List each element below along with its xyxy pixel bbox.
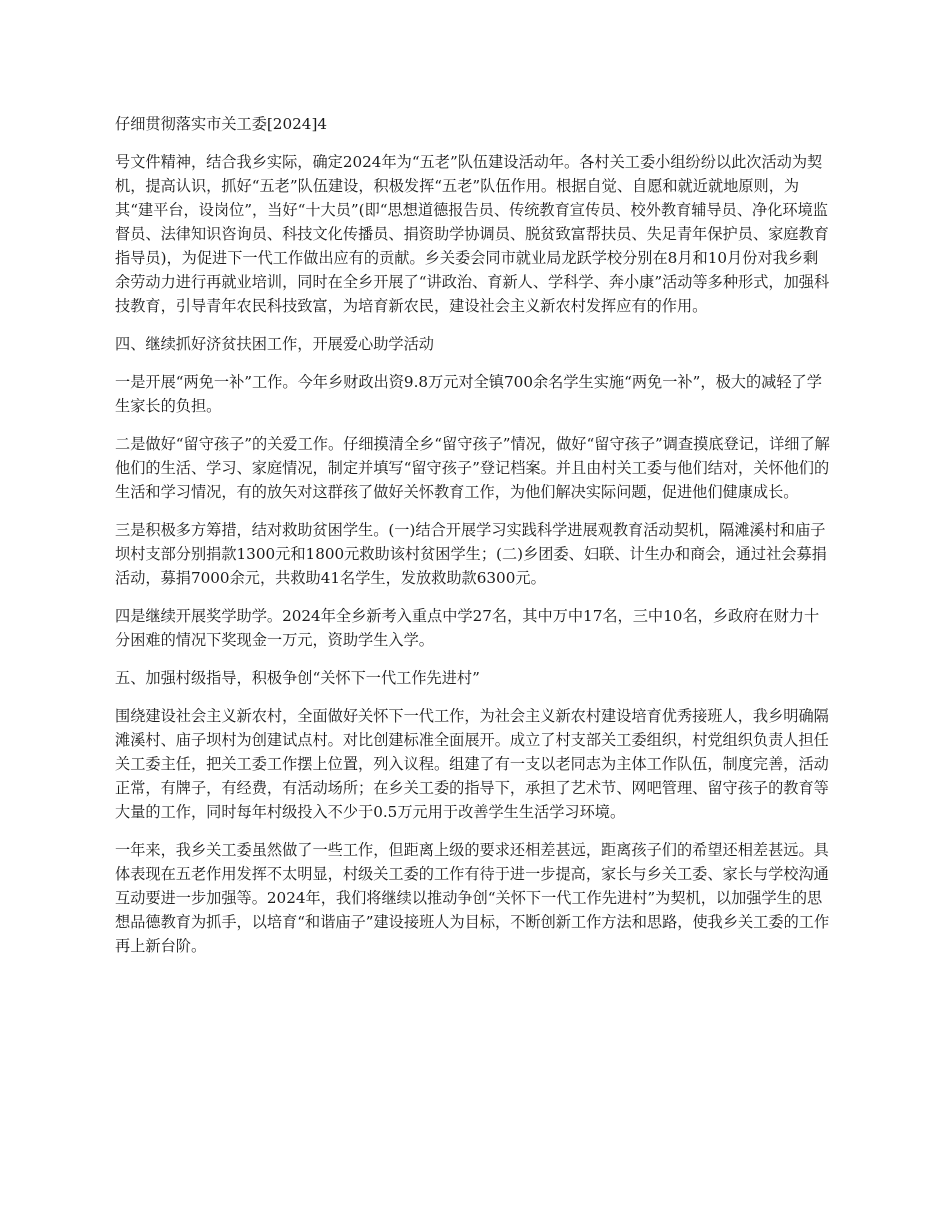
paragraph-5: 三是积极多方筹措，结对救助贫困学生。(一)结合开展学习实践科学进展观教育活动契机，隔滩溪村和庙子坝村支部分别捐款1300元和1800元救助该村贫困学生；(二)乡团委、妇联、计生办和商会，通过社会募捐活动，募捐7000余元，共救助41名学生，发放救助款6300元。 xyxy=(115,521,827,587)
section-heading-5: 五、加强村级指导，积极争创“关怀下一代工作先进村” xyxy=(115,669,480,687)
paragraph-7: 围绕建设社会主义新农村，全面做好关怀下一代工作，为社会主义新农村建设培育优秀接班人，我乡明确隔滩溪村、庙子坝村为创建试点村。对比创建标准全面展开。成立了村支部关工委组织，村党组织负责人担任关工委主任，把关工委工作摆上位置，列入议程。组建了有一支以老同志为主体工作队伍，制度完善，活动正常，有牌子，有经费，有活动场所；在乡关工委的指导下，承担了艺术节、网吧管理、留守孩子的教育等大量的工作，同时每年村级投入不少于0.5万元用于改善学生生活学习环境。 xyxy=(115,707,829,821)
paragraph-2: 号文件精神，结合我乡实际，确定2024年为“五老”队伍建设活动年。各村关工委小组纷纷以此次活动为契机，提高认识，抓好“五老”队伍建设，积极发挥“五老”队伍作用。根据自觉、自愿和就近就地原则，为其“建平台，设岗位”，当好“十大员”(即“思想道德报告员、传统教育宣传员、校外教育辅导员、净化环境监督员、法律知识咨询员、科技文化传播员、捐资助学协调员、脱贫致富帮扶员、失足青年保护员、家庭教育指导员)，为促进下一代工作做出应有的贡献。乡关委会同市就业局龙跃学校分别在8月和10月份对我乡剩余劳动力进行再就业培训，同时在全乡开展了“讲政治、育新人、学科学、奔小康”活动等多种形式，加强科技教育，引导青年农民科技致富，为培育新农民，建设社会主义新农村发挥应有的作用。 xyxy=(115,153,830,315)
paragraph-4: 二是做好“留守孩子”的关爱工作。仔细摸清全乡“留守孩子”情况，做好“留守孩子”调查摸底登记，详细了解他们的生活、学习、家庭情况，制定并填写“留守孩子”登记档案。并且由村关工委与他们结对，关怀他们的生活和学习情况，有的放矢对这群孩了做好关怀教育工作，为他们解决实际问题，促进他们健康成长。 xyxy=(115,435,830,501)
paragraph-3: 一是开展“两免一补”工作。今年乡财政出资9.8万元对全镇700余名学生实施“两免一补”，极大的减轻了学生家长的负担。 xyxy=(115,373,822,415)
paragraph-1: 仔细贯彻落实市关工委[2024]4 xyxy=(115,115,328,133)
paragraph-6: 四是继续开展奖学助学。2024年全乡新考入重点中学27名，其中万中17名，三中10名，乡政府在财力十分困难的情况下奖现金一万元，资助学生入学。 xyxy=(115,607,820,649)
paragraph-8: 一年来，我乡关工委虽然做了一些工作，但距离上级的要求还相差甚远，距离孩子们的希望还相差甚远。具体表现在五老作用发挥不太明显，村级关工委的工作有待于进一步提高，家长与乡关工委、家长与学校沟通互动要进一步加强等。2024年，我们将继续以推动争创“关怀下一代工作先进村”为契机，以加强学生的思想品德教育为抓手，以培育“和谐庙子”建设接班人为目标，不断创新工作方法和思路，使我乡关工委的工作再上新台阶。 xyxy=(115,841,830,955)
section-heading-4: 四、继续抓好济贫扶困工作，开展爱心助学活动 xyxy=(115,335,434,353)
